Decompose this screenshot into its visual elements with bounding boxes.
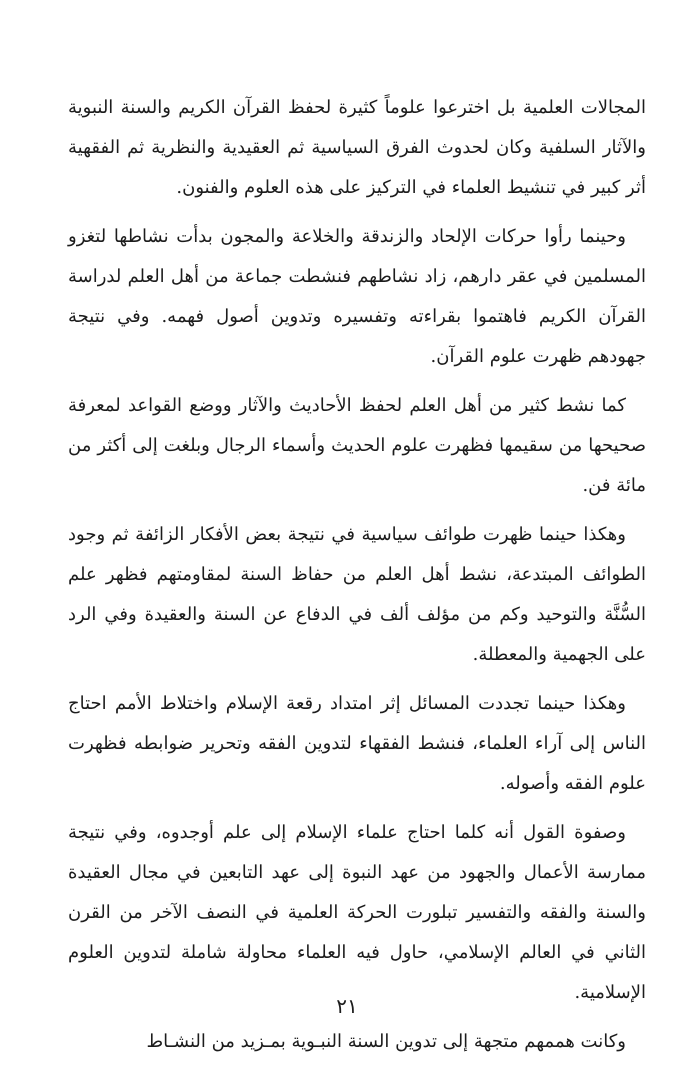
paragraph-7: وكانت هممهم متجهة إلى تدوين السنة النبـوية بمـزيد من النشـاط <box>146 1031 626 1052</box>
page-number: ٢١ <box>336 994 358 1018</box>
paragraph-3: كما نشط كثير من أهل العلم لحفظ الأحاديث والآثار ووضع القواعد لمعرفة صحيحها من سقيمها فظهرت علوم الحديث وأسماء الرجال وبلغت إلى أكثر من مائة فن. <box>68 395 646 496</box>
paragraph-2: وحينما رأوا حركات الإلحاد والزندقة والخلاعة والمجون بدأت نشاطها لتغزو المسلمين في عقر دارهم، زاد نشاطهم فنشطت جماعة من أهل العلم لدراسة القرآن الكريم فاهتموا بقراءته وتفسيره وتدوين أصول فهمه. وفي نتيجة جهودهم ظهرت علوم القرآن. <box>68 226 646 367</box>
paragraph-6: وصفوة القول أنه كلما احتاج علماء الإسلام إلى علم أوجدوه، وفي نتيجة ممارسة الأعمال والجهود من عهد النبوة إلى عهد التابعين في مجال العقيدة والسنة والفقه والتفسير تبلورت الحركة العلمية في النصف الآخر من القرن الثاني في العالم الإسلامي، حاول فيه العلماء محاولة شاملة لتدوين العلوم الإسلامية. <box>68 822 646 1003</box>
paragraph-5: وهكذا حينما تجددت المسائل إثر امتداد رقعة الإسلام واختلاط الأمم احتاج الناس إلى آراء العلماء، فنشط الفقهاء لتدوين الفقه وتحرير ضوابطه فظهرت علوم الفقه وأصوله. <box>68 693 646 794</box>
paragraph-4: وهكذا حينما ظهرت طوائف سياسية في نتيجة بعض الأفكار الزائفة ثم وجود الطوائف المبتدعة، نشط أهل العلم من حفاظ السنة لمقاومتهم فظهر علم السُّنَّة والتوحيد وكم من مؤلف ألف في الدفاع عن السنة والعقيدة وفي الرد على الجهمية والمعطلة. <box>68 524 646 665</box>
paragraph-1: المجالات العلمية بل اخترعوا علوماً كثيرة لحفظ القرآن الكريم والسنة النبوية والآثار السلفية وكان لحدوث الفرق السياسية ثم العقيدية والنظرية ثم الفقهية أثر كبير في تنشيط العلماء في التركيز على هذه العلوم والفنون. <box>68 97 646 198</box>
body-text <box>68 88 646 1071</box>
